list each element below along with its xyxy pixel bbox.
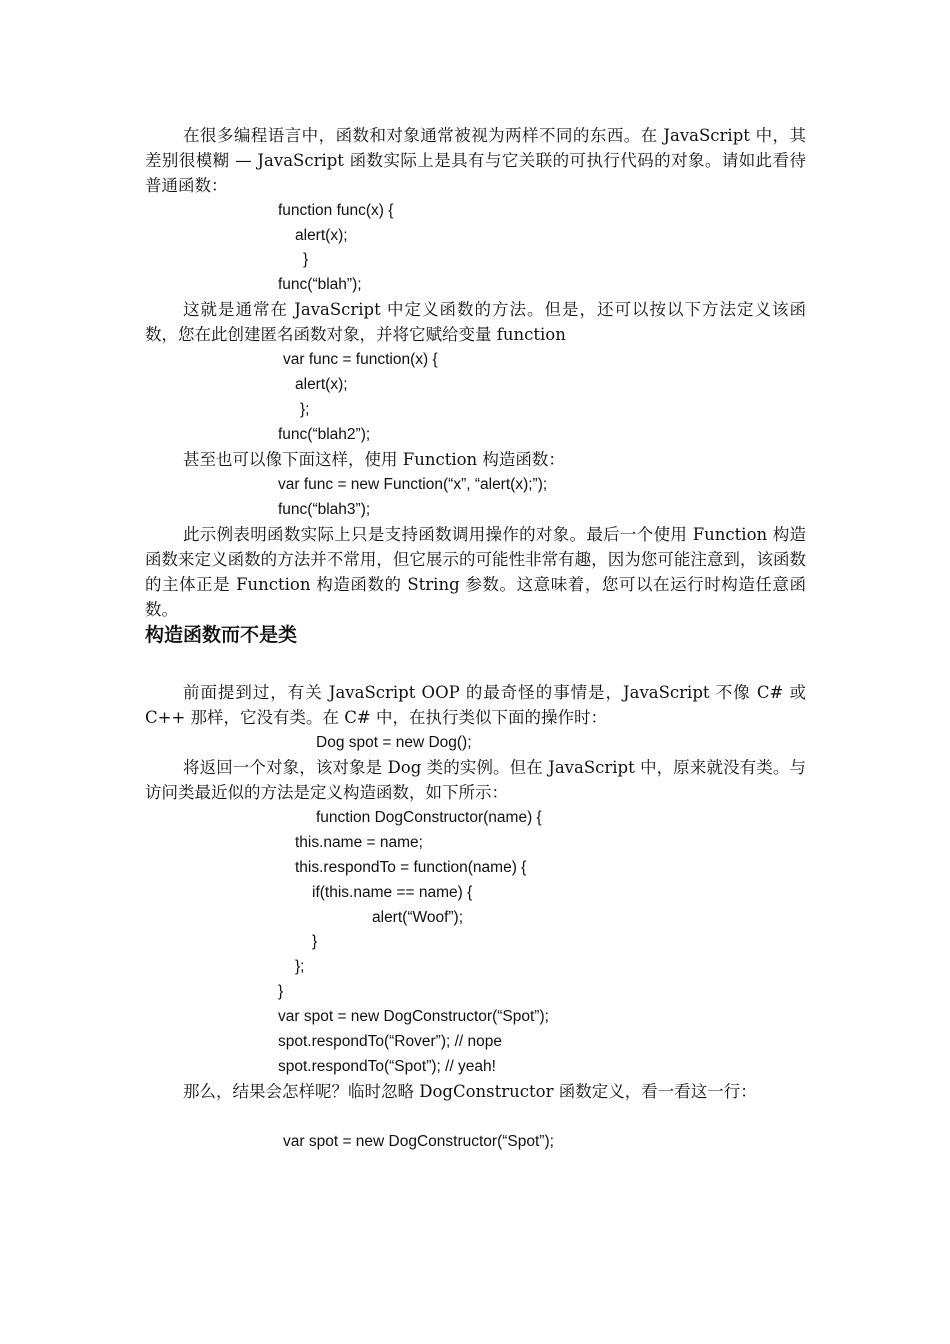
- code-line: spot.respondTo(“Spot”); // yeah!: [278, 1058, 496, 1075]
- paragraph-function-constructor: 甚至也可以像下面这样，使用 Function 构造函数：: [183, 450, 565, 469]
- code-line: }: [312, 933, 318, 950]
- code-line: };: [300, 401, 310, 418]
- paragraph-what-happens: 那么，结果会怎样呢？临时忽略 DogConstructor 函数定义，看一看这一行：: [183, 1082, 757, 1101]
- code-line: Dog spot = new Dog();: [316, 734, 472, 751]
- code-line: this.name = name;: [295, 834, 423, 851]
- code-line: this.respondTo = function(name) {: [295, 859, 527, 876]
- code-line: alert(“Woof”);: [372, 909, 464, 926]
- paragraph-no-classes: 前面提到过，有关 JavaScript OOP 的最奇怪的事情是，JavaScript 不像 C# 或 C++ 那样，它没有类。在 C# 中，在执行类似下面的操作时：: [145, 683, 806, 727]
- paragraph-anonymous-function: 这就是通常在 JavaScript 中定义函数的方法。但是，还可以按以下方法定义该函数，您在此创建匿名函数对象，并将它赋给变量 function: [145, 300, 806, 344]
- code-line: func(“blah2”);: [278, 426, 371, 443]
- code-line: }: [303, 251, 309, 268]
- code-line: var func = function(x) {: [283, 351, 438, 368]
- code-line: alert(x);: [295, 376, 348, 393]
- code-line: var func = new Function(“x”, “alert(x);”);: [278, 476, 548, 493]
- paragraph-constructor-function: 将返回一个对象，该对象是 Dog 类的实例。但在 JavaScript 中，原来就没有类。与访问类最近似的方法是定义构造函数，如下所示：: [145, 758, 806, 802]
- code-line: function DogConstructor(name) {: [316, 809, 542, 826]
- section-heading: 构造函数而不是类: [145, 624, 298, 646]
- code-line: alert(x);: [295, 227, 348, 244]
- paragraph-intro: 在很多编程语言中，函数和对象通常被视为两样不同的东西。在 JavaScript 中，其差别很模糊 — JavaScript 函数实际上是具有与它关联的可执行代码的对象。请如此看待普通函数：: [145, 126, 806, 195]
- code-line: var spot = new DogConstructor(“Spot”);: [283, 1133, 554, 1150]
- paragraph-functions-are-objects: 此示例表明函数实际上只是支持函数调用操作的对象。最后一个使用 Function 构造函数来定义函数的方法并不常用，但它展示的可能性非常有趣，因为您可能注意到，该函数的主体正是 Function 构造函数的 String 参数。这意味着，您可以在运行时构造任意函数。: [145, 525, 806, 619]
- code-line: func(“blah3”);: [278, 501, 371, 518]
- code-line: function func(x) {: [278, 202, 394, 219]
- code-line: func(“blah”);: [278, 276, 362, 293]
- code-line: spot.respondTo(“Rover”); // nope: [278, 1033, 502, 1050]
- code-line: }: [278, 983, 284, 1000]
- code-line: if(this.name == name) {: [312, 884, 473, 901]
- code-line: };: [295, 958, 305, 975]
- code-line: var spot = new DogConstructor(“Spot”);: [278, 1008, 549, 1025]
